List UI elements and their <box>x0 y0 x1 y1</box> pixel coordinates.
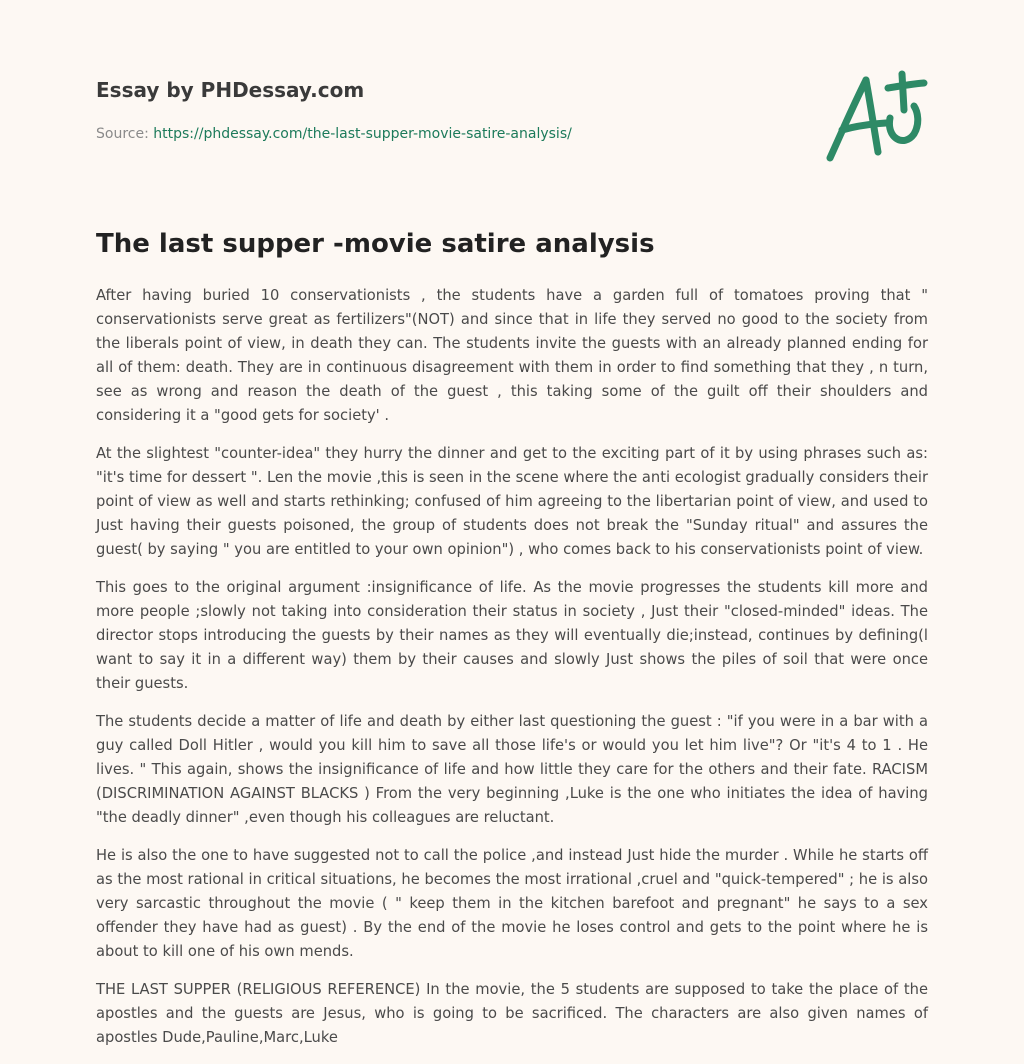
essay-paragraph: The students decide a matter of life and death by either last questioning the guest : "if you were in a bar with a guy called Doll Hitler , would you kill him to save all those life's or would you let him live"? Or "it's 4 to 1 . He lives. " This again, shows the insignificance of life and how little they care for the others and their fate. RACISM (DISCRIMINATION AGAINST BLACKS ) From the very beginning ,Luke is the one who initiates the idea of having "the deadly dinner" ,even though his colleagues are reluctant. <box>96 713 928 826</box>
page-header <box>96 76 776 144</box>
site-brand: Essay by PHDessay.com <box>96 78 365 102</box>
essay-body <box>96 284 928 1064</box>
a-plus-grade-icon <box>820 66 930 166</box>
source-line <box>96 124 776 144</box>
essay-paragraph: THE LAST SUPPER (RELIGIOUS REFERENCE) In the movie, the 5 students are supposed to take the place of the apostles and the guests are Jesus, who is going to be sacrificed. The characters are also given names of apostles Dude,Pauline,Marc,Luke <box>96 981 928 1046</box>
essay-paragraph: At the slightest "counter-idea" they hurry the dinner and get to the exciting part of it by using phrases such as: "it's time for dessert ". Len the movie ,this is seen in the scene where the anti ecologist gradually considers their point of view as well and starts rethinking; confused of him agreeing to the libertarian point of view, and used to Just having their guests poisoned, the group of students does not break the "Sunday ritual" and assures the guest( by saying " you are entitled to your own opinion") , who comes back to his conservationists point of view. <box>96 445 928 558</box>
a-plus-logo-svg <box>820 66 930 166</box>
source-label: Source: <box>96 126 149 142</box>
source-link[interactable]: https://phdessay.com/the-last-supper-movie-satire-analysis/ <box>153 126 572 142</box>
essay-paragraph: This goes to the original argument :insignificance of life. As the movie progresses the students kill more and more people ;slowly not taking into consideration their status in society , Just their "closed-minded" ideas. The director stops introducing the guests by their names as they will eventually die;instead, continues by defining(l want to say it in a different way) them by their causes and slowly Just shows the piles of soil that were once their guests. <box>96 579 928 692</box>
essay-paragraph: After having buried 10 conservationists , the students have a garden full of tomatoes proving that " conservationists serve great as fertilizers"(NOT) and since that in life they served no good to the society from the liberals point of view, in death they can. The students invite the guests with an already planned ending for all of them: death. They are in continuous disagreement with them in order to find something that they , n turn, see as wrong and reason the death of the guest , this taking some of the guilt off their shoulders and considering it a "good gets for society' . <box>96 287 928 424</box>
essay-title: The last supper -movie satire analysis <box>96 229 655 259</box>
essay-paragraph: He is also the one to have suggested not to call the police ,and instead Just hide the murder . While he starts off as the most rational in critical situations, he becomes the most irrational ,cruel and "quick-tempered" ; he is also very sarcastic throughout the movie ( " keep them in the kitchen barefoot and pregnant" he says to a sex offender they have had as guest) . By the end of the movie he loses control and gets to the point where he is about to kill one of his own mends. <box>96 847 928 960</box>
